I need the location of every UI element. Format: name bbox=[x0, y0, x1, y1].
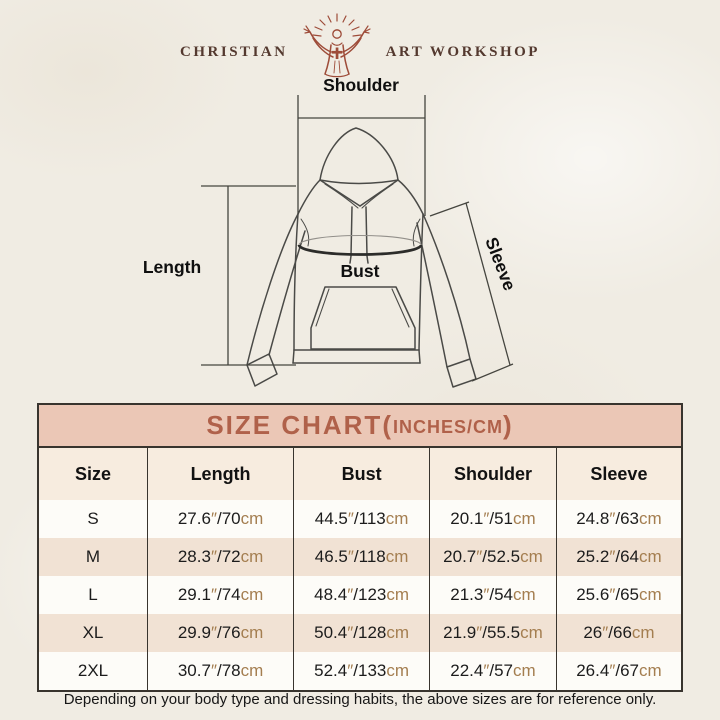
measurement-value: /66 bbox=[608, 623, 632, 642]
diagram-label-shoulder: Shoulder bbox=[323, 76, 399, 95]
measurement-value: 29.1 bbox=[177, 585, 211, 604]
measurement-cell bbox=[430, 614, 557, 652]
measurement-value: 28.3 bbox=[177, 547, 211, 566]
measurement-value: /118 bbox=[353, 547, 386, 566]
title-main: SIZE CHART( bbox=[206, 410, 393, 440]
measurement-unit: ″ bbox=[483, 661, 490, 680]
measurement-unit: cm bbox=[385, 547, 409, 566]
jesus-logo-icon bbox=[297, 12, 377, 80]
measurement-unit: ″ bbox=[347, 623, 354, 642]
measurement-value: 24.8 bbox=[576, 509, 610, 528]
measurement-unit: cm bbox=[240, 623, 264, 642]
measurement-cell bbox=[556, 538, 682, 576]
measurement-value: 21.3 bbox=[450, 585, 484, 604]
measurement-unit: cm bbox=[638, 547, 662, 566]
measurement-unit: cm bbox=[520, 623, 543, 642]
measurement-value: /76 bbox=[216, 623, 241, 642]
measurement-value: 25.6 bbox=[576, 585, 610, 604]
size-label-cell: M bbox=[38, 538, 147, 576]
measurement-value: /70 bbox=[216, 509, 241, 528]
measurement-cell bbox=[294, 614, 430, 652]
measurement-unit: cm bbox=[240, 509, 264, 528]
size-chart-title bbox=[37, 403, 683, 448]
measurement-cell bbox=[430, 538, 557, 576]
measurement-value: 20.7 bbox=[443, 547, 477, 566]
measurement-unit: ″ bbox=[210, 661, 217, 680]
measurement-value: 22.4 bbox=[450, 661, 484, 680]
measurement-value: /54 bbox=[489, 585, 513, 604]
measurement-value: /74 bbox=[216, 585, 241, 604]
size-row-M bbox=[38, 538, 682, 576]
title-close-paren: ) bbox=[503, 410, 514, 440]
measurement-cell bbox=[294, 538, 430, 576]
measurement-cell bbox=[430, 576, 557, 614]
diagram-label-bust: Bust bbox=[340, 261, 380, 281]
col-header-bust: Bust bbox=[294, 448, 430, 500]
measurement-unit: ″ bbox=[476, 547, 483, 566]
measurement-unit: ″ bbox=[347, 547, 354, 566]
measurement-value: 26 bbox=[583, 623, 603, 642]
measurement-value: 20.1 bbox=[450, 509, 484, 528]
size-chart bbox=[37, 403, 683, 692]
measurement-lines bbox=[201, 95, 513, 381]
measurement-unit: ″ bbox=[602, 623, 609, 642]
size-row-2XL bbox=[38, 652, 682, 691]
col-header-sleeve: Sleeve bbox=[556, 448, 682, 500]
bust-ellipse-top bbox=[299, 236, 421, 246]
measurement-value: /128 bbox=[353, 623, 387, 642]
measurement-unit: cm bbox=[386, 661, 410, 680]
measurement-value: 52.4 bbox=[314, 661, 348, 680]
measurement-cell bbox=[147, 614, 293, 652]
diagram-label-length: Length bbox=[142, 257, 202, 277]
measurement-unit: ″ bbox=[210, 547, 217, 566]
measurement-value: /57 bbox=[489, 661, 513, 680]
measurement-value: /133 bbox=[353, 661, 387, 680]
measurement-value: 29.9 bbox=[177, 623, 211, 642]
size-label-cell: S bbox=[38, 500, 147, 538]
measurement-unit: cm bbox=[638, 585, 662, 604]
size-row-XL bbox=[38, 614, 682, 652]
measurement-cell bbox=[147, 538, 293, 576]
measurement-unit: cm bbox=[240, 661, 264, 680]
title-units: INCHES/CM bbox=[392, 416, 503, 437]
measurement-unit: ″ bbox=[483, 585, 490, 604]
measurement-unit: cm bbox=[386, 623, 410, 642]
measurement-cell bbox=[147, 576, 293, 614]
measurement-value: 46.5 bbox=[314, 547, 348, 566]
measurement-value: 25.2 bbox=[576, 547, 610, 566]
footer-note: Depending on your body type and dressing habits, the above sizes are for reference only. bbox=[63, 691, 657, 708]
measurement-unit: cm bbox=[513, 661, 536, 680]
measurement-unit: cm bbox=[638, 509, 662, 528]
size-label-cell: L bbox=[38, 576, 147, 614]
measurement-unit: ″ bbox=[609, 661, 616, 680]
measurement-unit: cm bbox=[513, 585, 536, 604]
size-row-L bbox=[38, 576, 682, 614]
measurement-value: /67 bbox=[615, 661, 639, 680]
measurement-unit: cm bbox=[385, 509, 409, 528]
measurement-value: /78 bbox=[216, 661, 241, 680]
measurement-value: /64 bbox=[615, 547, 639, 566]
hoodie-measurement-diagram bbox=[128, 76, 588, 402]
measurement-value: 21.9 bbox=[443, 623, 477, 642]
measurement-cell bbox=[294, 500, 430, 538]
measurement-value: /65 bbox=[615, 585, 639, 604]
measurement-unit: cm bbox=[386, 585, 410, 604]
measurement-cell bbox=[294, 576, 430, 614]
measurement-unit: cm bbox=[631, 623, 655, 642]
size-row-S bbox=[38, 500, 682, 538]
col-header-length: Length bbox=[147, 448, 293, 500]
measurement-value: /113 bbox=[353, 509, 386, 528]
measurement-value: 48.4 bbox=[314, 585, 348, 604]
col-header-shoulder: Shoulder bbox=[430, 448, 557, 500]
measurement-value: /55.5 bbox=[482, 623, 521, 642]
measurement-cell bbox=[294, 652, 430, 691]
measurement-value: /63 bbox=[615, 509, 639, 528]
measurement-unit: cm bbox=[520, 547, 543, 566]
bust-ellipse-bottom bbox=[299, 245, 421, 255]
measurement-unit: cm bbox=[240, 585, 264, 604]
measurement-unit: ″ bbox=[210, 623, 217, 642]
measurement-cell bbox=[430, 652, 557, 691]
measurement-cell bbox=[430, 500, 557, 538]
measurement-value: /52.5 bbox=[482, 547, 521, 566]
header-row bbox=[38, 448, 682, 500]
measurement-unit: cm bbox=[638, 661, 662, 680]
brand-header bbox=[0, 10, 720, 82]
measurement-cell bbox=[556, 614, 682, 652]
diagram-label-sleeve: Sleeve bbox=[481, 234, 520, 294]
measurement-unit: ″ bbox=[347, 585, 354, 604]
size-label-cell: XL bbox=[38, 614, 147, 652]
size-chart-table bbox=[37, 448, 683, 692]
measurement-value: /72 bbox=[216, 547, 241, 566]
measurement-unit: ″ bbox=[609, 509, 616, 528]
measurement-cell bbox=[556, 576, 682, 614]
measurement-unit: ″ bbox=[609, 547, 616, 566]
col-header-size: Size bbox=[38, 448, 147, 500]
measurement-cell bbox=[556, 652, 682, 691]
measurement-unit: ″ bbox=[210, 509, 217, 528]
measurement-unit: ″ bbox=[483, 509, 490, 528]
measurement-cell bbox=[147, 500, 293, 538]
hoodie-line-art bbox=[128, 76, 588, 402]
measurement-value: 30.7 bbox=[177, 661, 211, 680]
halo-rays bbox=[313, 14, 361, 36]
measurement-value: /51 bbox=[489, 509, 513, 528]
measurement-unit: cm bbox=[240, 547, 264, 566]
measurement-value: 27.6 bbox=[177, 509, 211, 528]
measurement-cell bbox=[147, 652, 293, 691]
measurement-unit: ″ bbox=[347, 509, 354, 528]
measurement-value: 44.5 bbox=[314, 509, 348, 528]
measurement-value: 50.4 bbox=[314, 623, 348, 642]
brand-name-left: CHRISTIAN bbox=[180, 43, 288, 60]
measurement-unit: cm bbox=[513, 509, 536, 528]
measurement-cell bbox=[556, 500, 682, 538]
size-label-cell: 2XL bbox=[38, 652, 147, 691]
measurement-unit: ″ bbox=[210, 585, 217, 604]
measurement-unit: ″ bbox=[347, 661, 354, 680]
brand-name-right: ART WORKSHOP bbox=[385, 43, 540, 60]
measurement-unit: ″ bbox=[609, 585, 616, 604]
measurement-value: /123 bbox=[353, 585, 387, 604]
measurement-value: 26.4 bbox=[576, 661, 610, 680]
measurement-unit: ″ bbox=[476, 623, 483, 642]
